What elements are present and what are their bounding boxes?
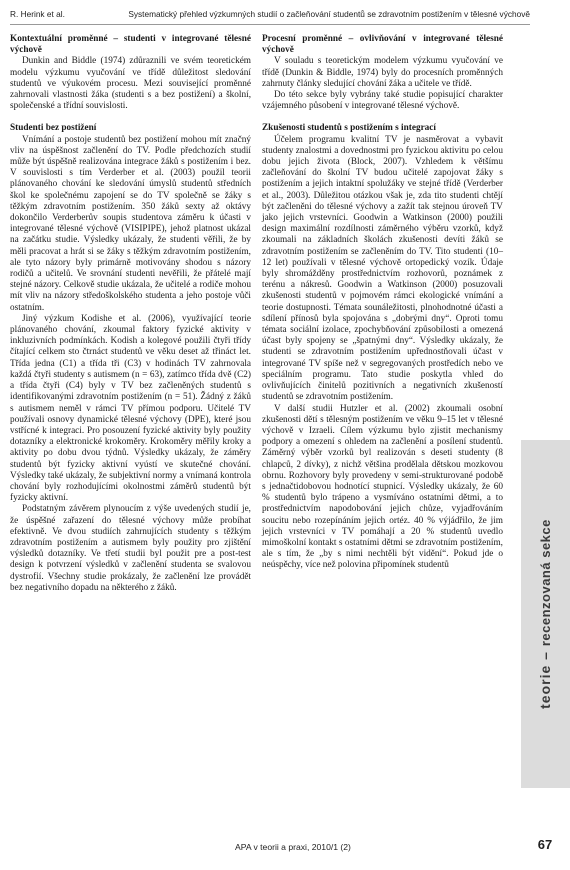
- paragraph: Účelem programu kvalitní TV je nasměrovat a vybavit studenty znalostmi a dovednostmi pro fyzickou aktivitu po celou dobu jejich života (Block, 2007). Vzhledem k většímu začleňování do školní TV budou učitelé zapojovat žáky s postižením a jejich intaktní spolužáky ve stejné třídě (Verderber et al., 2003). Důležitou otázkou však je, zda tito studenti chtějí být začleněni do tělesné výchovy a zažít tak stejnou úroveň TV jako jejich vrstevníci. Goodwin a Watkinson (2000) použili design maximální rozdílnosti záměrného výběru vzorků, když zkoumali na základních školách zkušenosti devíti žáků se zdravotním postižením se začleněním do TV. Tito studenti (10–12 let) používali v tělesné výchově ortopedický vozík. Údaje byly shromážděny prostřednictvím rozhovorů, poznámek z terénu a nákresů. Goodwin a Watkinson (2000) posuzovali zkušenosti studentů v pojmovém rámci ekologické vnímání a teorie dostupnosti. Témata sounáležitosti, plnohodnotné účasti a sdílení přínosů byla spojována s „dobrými dny“. Oproti tomu témata sociální izolace, zpochybňování způsobilosti a omezená účast byly spojeny se „špatnými dny“. Výsledky ukázaly, že studenti se zdravotním postižením upřednostňovali účast v integrované TV spíše než v segregovaných prostředích nebo ve speciálním programu. Tato studie poskytla vhled do ovlivňujících činitelů pozitivních a negativních zkušeností studentů se zdravotním postižením.: [262, 134, 503, 403]
- page-footer: [0, 837, 570, 857]
- left-column: [10, 34, 251, 594]
- paragraph: Jiný výzkum Kodishe et al. (2006), využívající teorie plánovaného chování, zkoumal faktory fyzické aktivity v inkluzivních podmínkách. Kodish a kolegové použili čtyři třídy čítající celkem sto čtrnáct studentů ve věku deset až třináct let. Třída jedna (C1) a třída tři (C3) v hodinách TV zahrnovala každá čtyři studenty s autismem (n = 63), zatímco třída dvě (C2) a třída čtyři (C4) byly v TV bez začleněných studentů s identifikovanými zdravotním postižením (n = 51). Žádný z žáků s autismem neměl v rámci TV přímou podporu. Učitelé TV používali osnovy dynamické tělesné výchovy (DPE), které jsou vstřícné k integraci. Pro posouzení fyzické aktivity byly použity dotazníky a elektronické krokoměry. Krokoměry měřily kroky a aktivity po dobu dvou týdnů. Výsledky ukázaly, že záměry studentů být fyzicky aktivní vyústí ve skutečné chování. Výsledky také ukázaly, že subjektivní normy a vnímaná kontrola chování byly rozhodujícími okolnostmi záměrů studentů být fyzicky aktivní.: [10, 313, 251, 504]
- section-heading: Zkušenosti studentů s postižením s integrací: [262, 123, 436, 134]
- paragraph: Do této sekce byly vybrány také studie popisující charakter vzájemného působení v integrované tělesné výchově.: [262, 90, 503, 112]
- section-heading: Procesní proměnné – ovlivňování v integrované tělesné výchově: [262, 34, 503, 56]
- sidebar-dash: –: [537, 646, 553, 665]
- paragraph: V další studii Hutzler et al. (2002) zkoumali osobní zkušenosti dětí s tělesným postižením ve věku 9–15 let v tělesné výchově v Izraeli. Cílem výzkumu bylo zjistit mechanismy podpory a omezení s ohledem na začlenění a posílení studentů. Záměrný výběr vzorků byl realizován s deseti studenty (8 chlapců, 2 dívky), z nichž většina prodělala dětskou mozkovou obrnu. Rozhovory byly provedeny v semi-strukturované podobě s jednačtidobovou hodnotící stupnicí. Výsledky ukázaly, že 60 % studentů bylo trápeno a vysmíváno ostatními dětmi, a to prostřednictvím napodobování jejich chůze, vyjadřováním soucitu nebo rozepínáním jejich ortéz. 40 % výjádřilo, že jim jejich vrstevníci v TV pomáhají a 20 % studentů uvedlo mimoškolní kontakt s ostatními dětmi se zdravotním postižením, ale s tím, že „by s nimi nechtěli být vidění“. Pokud jde o neúspěchy, více než polovina připomínek studentů: [262, 403, 503, 571]
- section-heading: Studenti bez postižení: [10, 123, 97, 134]
- page-number: 67: [537, 837, 553, 852]
- running-header: [10, 6, 530, 25]
- sidebar-main-label: teorie: [537, 664, 553, 709]
- section-sidebar-tab: [521, 440, 570, 788]
- paragraph: V souladu s teoretickým modelem výzkumu vyučování ve třídě (Dunkin & Biddle, 1974) byly do procesních proměnných zahrnuty články sledující chování žáka a učitele ve třídě.: [262, 56, 503, 89]
- sidebar-label: [537, 519, 553, 709]
- header-running-title: Systematický přehled výzkumných studií o začleňování studentů se zdravotním postižením v tělesné výchově: [128, 9, 530, 19]
- paragraph: Vnímání a postoje studentů bez postižení mohou mít značný vliv na úspěšnost začlenění do TV. Podle předchozích studií může být úspěšně realizována integrace žáků s postižením i bez. V souvislosti s tím Verderber et al. (2003) použil teorii plánovaného chování ke sledování úmyslů studentů středních škol ke společnému zapojení se do TV společně se žáky s těžkým zdravotním postižením. 350 žáků sexty až oktávy dokončilo Verderberův soupis studentova záměru k účasti v integrované tělesné výchově (VISIPIPE), jehož platnost ukázal na začátku studie. Výsledky ukázaly, že studenti věřili, že by měli pracovat a hrát si se žáky s těžkým zdravotním postižením, ale tyto názory byly primárně motivovány shodou s názory rodičů a učitelů. Ve srovnání studenti nevěřili, že přátelé mají stejné názory. Celkově studie ukázala, že učitelé a rodiče mohou mít vliv na názory středoškolského studenta a jeho postoje vůči ostatním.: [10, 134, 251, 313]
- sidebar-sub-label: recenzovaná sekce: [538, 519, 553, 647]
- header-authors: R. Herink et al.: [10, 9, 65, 19]
- paragraph: Podstatným závěrem plynoucím z výše uvedených studií je, že úspěšné zařazení do tělesné výchovy může probíhat efektivně. Ve dvou studiích zahrnujících studenty s těžkým zdravotním postižením a autismem byly použity pro zjištění výsledků dotazníky. Ve třetí studii byl použit pre a post-test design k potvrzení výsledků v začlenění studenta se svalovou dystrofií. Všechny studie prokázaly, že začlenění lze provádět bez negativního dopadu na některého z žáků.: [10, 504, 251, 593]
- paragraph: Dunkin and Biddle (1974) zdůraznili ve svém teoretickém modelu výzkumu vyučování ve třídě důležitost sledování studentů ve výukovém procesu. Mezi související proměnné zahrnovali vlastnosti žáka (studenti s a bez postižení) a školní, společenské a třídní souvislosti.: [10, 56, 251, 112]
- section-heading: Kontextuální proměnné – studenti v integrované tělesné výchově: [10, 34, 251, 56]
- right-column: [262, 34, 503, 572]
- footer-journal: APA v teorii a praxi, 2010/1 (2): [235, 842, 351, 852]
